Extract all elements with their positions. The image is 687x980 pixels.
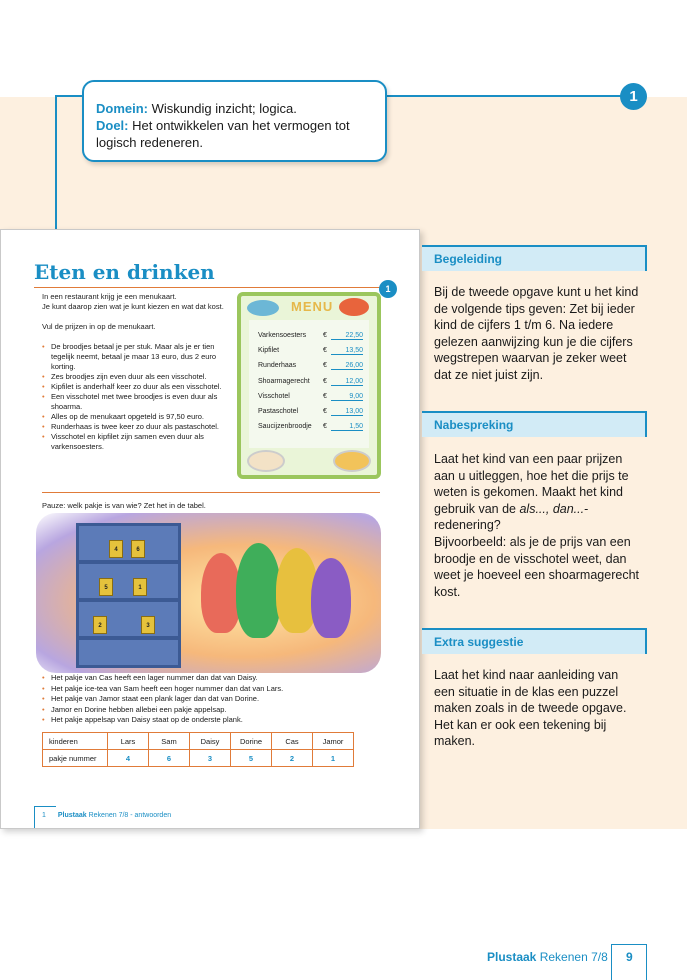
juice-box: 4 — [109, 540, 123, 558]
menu-item-name: Runderhaas — [258, 362, 297, 370]
nabespreking-text — [434, 451, 639, 600]
menu-item-price: 13,50 — [331, 347, 363, 355]
footer-page-number: 1 — [42, 812, 46, 819]
fish-dish-icon — [247, 300, 279, 316]
page-footer-rule-right — [646, 944, 647, 980]
table-header: kinderen — [43, 733, 108, 750]
worksheet-badge: 1 — [379, 280, 397, 298]
menu-heading: MENU — [291, 299, 334, 314]
currency-symbol: € — [323, 377, 327, 385]
table-cell: 6 — [149, 750, 190, 767]
intro-line-2: Je kunt daarop zien wat je kunt kiezen en wat dat kost. — [42, 302, 224, 311]
child-figure — [236, 543, 281, 638]
answer-table — [42, 732, 354, 767]
currency-symbol: € — [323, 392, 327, 400]
domain-text: Wiskundig inzicht; logica. — [151, 101, 297, 116]
currency-symbol: € — [323, 408, 327, 415]
table-row — [43, 733, 354, 750]
table-cell: 5 — [231, 750, 272, 767]
footer-rule — [34, 806, 35, 828]
table-cell: 2 — [272, 750, 313, 767]
list-item: • Het pakje van Jamor staat een plank lager dan dat van Dorine. — [42, 694, 382, 705]
goal-text: Het ontwikkelen van het vermogen tot logisch redeneren. — [96, 118, 350, 150]
nabespreking-text-a: Laat het kind van een paar prijzen aan u uitleggen, hoe het die prijs te weten is gekomen. Maakt het kind gebruik van de — [434, 452, 629, 516]
nabespreking-example: Bijvoorbeeld: als je de prijs van een broodje en de visschotel weet, dan weet je hoeveel een shoarmagerecht kost. — [434, 534, 639, 599]
menu-item-name: Varkensoesters — [258, 332, 307, 339]
list-item: • Jamor en Dorine hebben allebei een pakje appelsap. — [42, 705, 382, 716]
page-footer-brand: Plustaak — [487, 950, 537, 964]
currency-symbol: € — [323, 423, 327, 431]
table-cell: Daisy — [190, 733, 231, 750]
currency-symbol: € — [323, 362, 327, 370]
list-item: • Kipfilet is anderhalf keer zo duur als een visschotel. — [42, 382, 234, 392]
child-figure — [311, 558, 351, 638]
footer-subtitle: Rekenen 7/8 - antwoorden — [88, 812, 172, 819]
list-item: • Het pakje ice-tea van Sam heeft een hoger nummer dan dat van Lars. — [42, 684, 382, 695]
table-cell: 3 — [190, 750, 231, 767]
footer-rule-top — [34, 806, 56, 807]
page-footer-rule-top — [611, 944, 647, 945]
intro-line-1: In een restaurant krijg je een menukaart. — [42, 292, 177, 301]
pause-heading: Pauze: welk pakje is van wie? Zet het in de tabel. — [42, 501, 206, 510]
footer-brand: Plustaak — [57, 812, 87, 819]
table-cell: Cas — [272, 733, 313, 750]
menu-item-name: Kipfilet — [258, 347, 280, 355]
nabespreking-heading: Nabespreking — [422, 411, 647, 437]
list-item: • Zes broodjes zijn even duur als een visschotel. — [42, 372, 234, 382]
juice-box: 1 — [133, 578, 147, 596]
menu-item-name: Shoarmagerecht — [258, 377, 310, 385]
list-item: • Het pakje van Cas heeft een lager nummer dan dat van Daisy. — [42, 673, 382, 684]
menu-item-price: 12,00 — [331, 378, 363, 386]
menu-item-name: Pastaschotel — [258, 408, 299, 415]
table-row — [43, 750, 354, 767]
nabespreking-emphasis: als..., dan... — [519, 501, 585, 516]
list-item: • Alles op de menukaart opgeteld is 97,50 euro. — [42, 412, 234, 422]
table-header: pakje nummer — [43, 750, 108, 767]
table-cell: Sam — [149, 733, 190, 750]
worksheet-instruction: Vul de prijzen in op de menukaart. — [42, 322, 156, 331]
list-item: • De broodjes betaal je per stuk. Maar als je er tien tegelijk neemt, betaal je maar 13 euro, dus 2 euro korting. — [42, 342, 234, 372]
juice-box: 6 — [131, 540, 145, 558]
frame-line-vertical — [55, 95, 57, 230]
worksheet-page — [0, 229, 420, 829]
worksheet-intro — [42, 292, 242, 312]
table-cell: Dorine — [231, 733, 272, 750]
pasta-plate-icon — [333, 450, 371, 472]
extra-suggestie-text: Laat het kind naar aanleiding van een situatie in de klas een puzzel maken zoals in de tweede opgave. Het kan er ook een tekening bij maken. — [434, 668, 627, 749]
table-cell: 4 — [108, 750, 149, 767]
table-cell: Lars — [108, 733, 149, 750]
currency-symbol: € — [323, 332, 327, 339]
juice-box: 5 — [99, 578, 113, 596]
page-footer-subtitle: Rekenen 7/8 — [539, 950, 608, 964]
menu-item-name: Visschotel — [258, 392, 290, 400]
shelf-board — [79, 636, 178, 640]
worksheet-footer — [42, 812, 171, 819]
nabespreking-text-b: -redenering? — [434, 501, 589, 533]
menu-item-price: 22,50 — [331, 332, 363, 340]
vegetable-dish-icon — [339, 298, 369, 316]
title-divider — [34, 287, 380, 288]
child-figure — [201, 553, 241, 633]
table-cell: 1 — [313, 750, 354, 767]
section-divider — [42, 492, 380, 493]
extra-suggestie-heading: Extra suggestie — [422, 628, 647, 654]
lesson-number-badge: 1 — [620, 83, 647, 110]
page-footer — [487, 950, 608, 964]
list-item: • Runderhaas is twee keer zo duur als pastaschotel. — [42, 422, 234, 432]
shelf-icon — [76, 523, 181, 668]
currency-symbol: € — [323, 347, 327, 355]
goal-label: Doel: — [96, 118, 129, 133]
juice-box: 3 — [141, 616, 155, 634]
goal-callout — [82, 80, 387, 162]
menu-item-price: 1,50 — [331, 423, 363, 431]
juice-box: 2 — [93, 616, 107, 634]
list-item: • Een visschotel met twee broodjes is even duur als shoarma. — [42, 392, 234, 412]
shelf-board — [79, 560, 178, 564]
begeleiding-heading: Begeleiding — [422, 245, 647, 271]
plate-icon — [247, 450, 285, 472]
page-footer-rule — [611, 944, 612, 980]
tips-list — [42, 342, 234, 452]
begeleiding-text: Bij de tweede opgave kunt u het kind de volgende tips geven: Zet bij ieder kind de cijfers 1 t/m 6. Na iedere gelezen aanwijzing kun je die cijfers wegstrepen waarvan je zeker weet dat ze niet juist zijn. — [434, 285, 639, 382]
worksheet-title: Eten en drinken — [34, 260, 215, 284]
domain-label: Domein: — [96, 101, 148, 116]
menu-item-price: 13,00 — [331, 408, 363, 416]
shelf-illustration — [36, 513, 381, 673]
menu-item-price: 26,00 — [331, 362, 363, 370]
list-item: • Het pakje appelsap van Daisy staat op de onderste plank. — [42, 715, 382, 726]
table-cell: Jamor — [313, 733, 354, 750]
menu-item-price: 9,00 — [331, 393, 363, 401]
page-number: 9 — [626, 950, 633, 964]
menu-item-name: Saucijzenbroodje — [258, 423, 312, 431]
list-item: • Visschotel en kipfilet zijn samen even duur als varkensoesters. — [42, 432, 234, 452]
shelf-board — [79, 598, 178, 602]
statements-list — [42, 673, 382, 726]
